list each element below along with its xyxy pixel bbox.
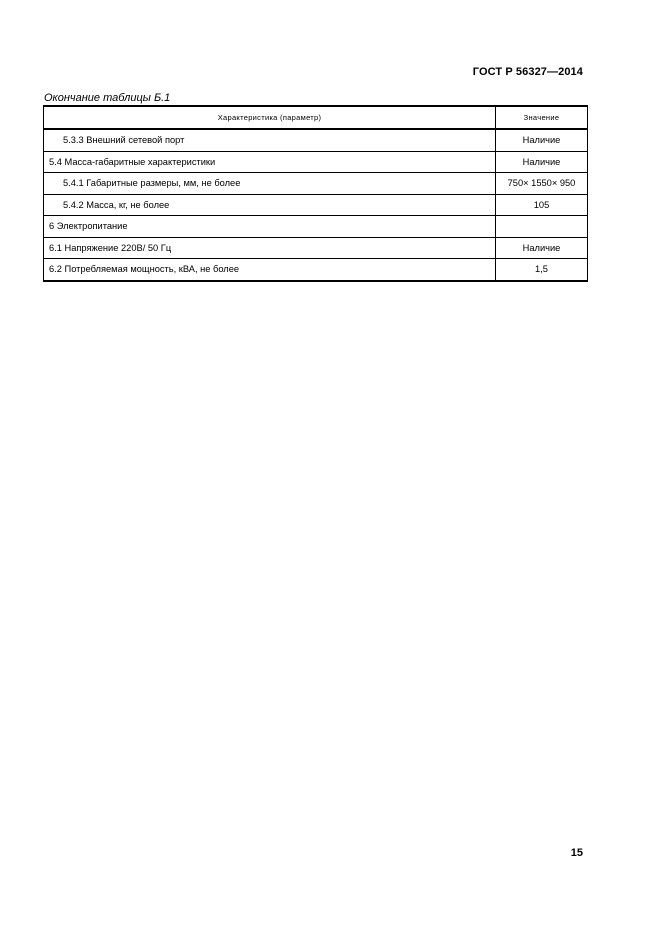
table-row <box>44 237 588 259</box>
table-header-row <box>44 106 588 129</box>
table-row <box>44 129 588 151</box>
value-cell: Наличие <box>496 151 588 173</box>
table-row <box>44 151 588 173</box>
value-cell <box>496 216 588 238</box>
parameter-cell: 5.3.3 Внешний сетевой порт <box>44 129 496 151</box>
parameter-cell: 6.1 Напряжение 220В/ 50 Гц <box>44 237 496 259</box>
value-cell: 105 <box>496 194 588 216</box>
table-row <box>44 216 588 238</box>
parameter-cell: 5.4.1 Габаритные размеры, мм, не более <box>44 173 496 195</box>
column-header-value: Значение <box>496 106 588 129</box>
value-cell: 750× 1550× 950 <box>496 173 588 195</box>
specification-table <box>43 105 588 282</box>
page-number: 15 <box>570 847 583 859</box>
document-code: ГОСТ Р 56327—2014 <box>472 66 583 78</box>
parameter-cell: 5.4 Масса-габаритные характеристики <box>44 151 496 173</box>
parameter-cell: 5.4.2 Масса, кг, не более <box>44 194 496 216</box>
value-cell: 1,5 <box>496 259 588 281</box>
column-header-parameter: Характеристика (параметр) <box>44 106 496 129</box>
value-cell: Наличие <box>496 237 588 259</box>
table-row <box>44 194 588 216</box>
table-caption: Окончание таблицы Б.1 <box>44 92 171 104</box>
parameter-cell: 6 Электропитание <box>44 216 496 238</box>
table-row <box>44 173 588 195</box>
table-row <box>44 259 588 281</box>
value-cell: Наличие <box>496 129 588 151</box>
parameter-cell: 6.2 Потребляемая мощность, кВА, не более <box>44 259 496 281</box>
